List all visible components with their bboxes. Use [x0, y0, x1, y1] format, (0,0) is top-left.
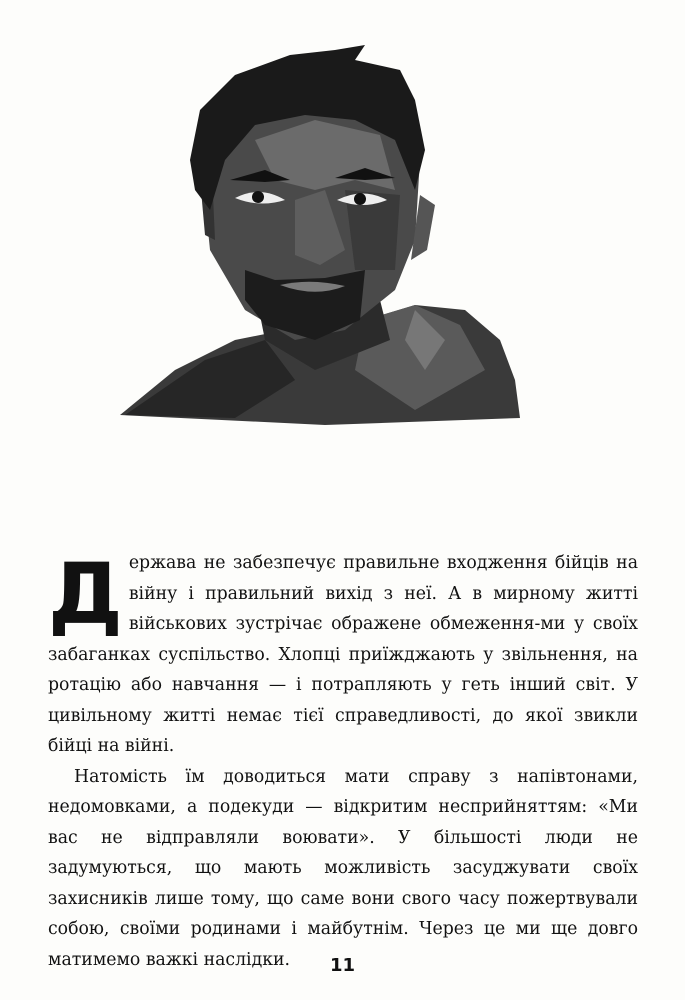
paragraph-2: Натомість їм доводиться мати справу з напівтонами, недомовками, а подекуди — відкритим несприйняттям: «Ми вас не відправляли воювати». У більшості люди не задумуються, що мають можливість засуджувати своїх захисників лише тому, що саме вони свого часу пожертвували собою, своїми родинами і майбутнім. Через це ми ще довго матимемо важкі наслідки.: [48, 766, 638, 970]
body-text: [48, 545, 638, 975]
page-number: 11: [329, 955, 356, 976]
drop-cap: Д: [48, 545, 123, 643]
paragraph-1: [48, 545, 638, 762]
portrait-illustration: [115, 40, 525, 430]
paragraph-1-text: ержава не забезпечує правильне входження бійців на війну і правильний вихід з неї. А в мирному житті військових зустрічає ображене обмеження-ми у своїх забаганках суспільство. Хлопці приїжджають у звільнення, на ротацію або навчання — і потрапляють у геть інший світ. У цивільному житті немає тієї справедливості, до якої звикли бійці на війні.: [48, 553, 638, 756]
